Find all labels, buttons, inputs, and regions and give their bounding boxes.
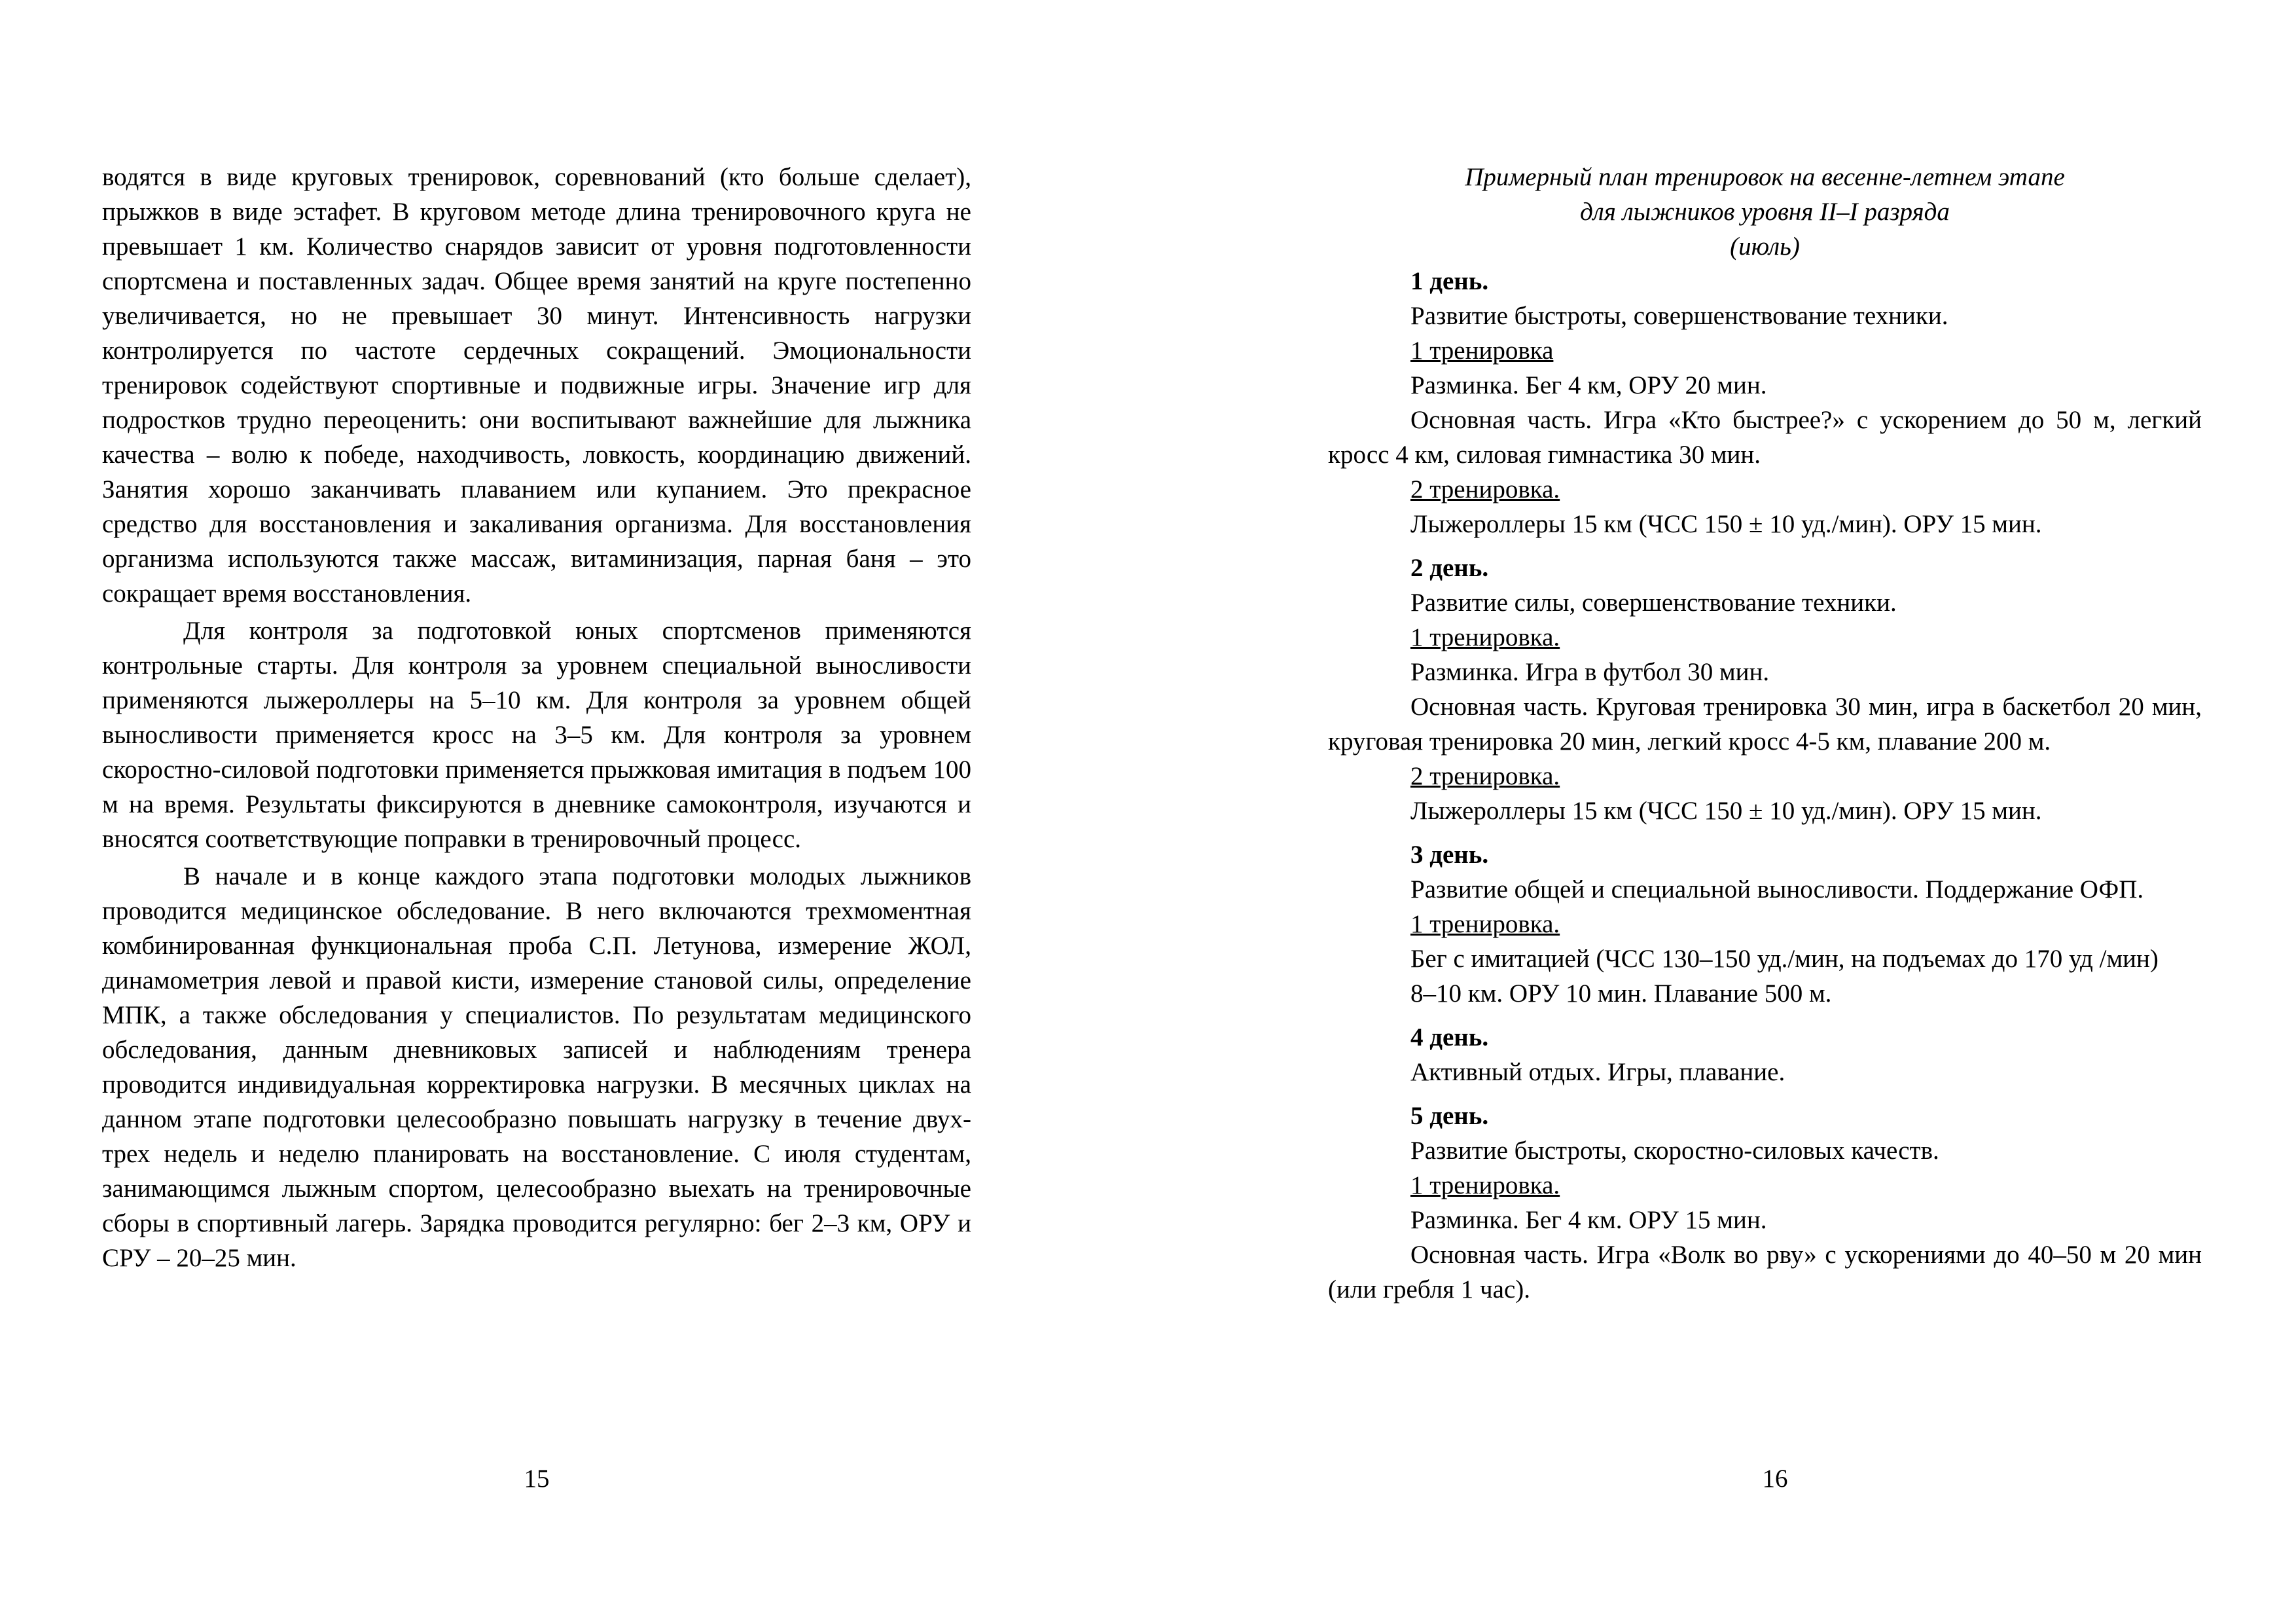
day-block xyxy=(1328,551,2202,828)
session-line: Бег с имитацией (ЧСС 130–150 уд./мин, на подъемах до 170 уд /мин) xyxy=(1410,945,2159,973)
day-heading: 4 день. xyxy=(1410,1023,1489,1051)
day-focus: Развитие быстроты, совершенствование техники. xyxy=(1410,302,1948,330)
day-block xyxy=(1328,1099,2202,1307)
session-line: Основная часть. Круговая тренировка 30 мин, игра в баскетбол 20 мин, круговая тренировка 20 мин, легкий кросс 4-5 км, плавание 200 м. xyxy=(1328,693,2202,756)
training-plan xyxy=(1328,160,2202,1307)
session-line: Разминка. Бег 4 км. ОРУ 15 мин. xyxy=(1410,1206,1767,1234)
session-line: Разминка. Бег 4 км, ОРУ 20 мин. xyxy=(1410,371,1767,399)
day-focus: Активный отдых. Игры, плавание. xyxy=(1410,1058,1785,1086)
day-heading: 2 день. xyxy=(1410,554,1489,582)
plan-title-line: Примерный план тренировок на весенне-летнем этапе xyxy=(1465,163,2065,191)
day-heading: 1 день. xyxy=(1410,267,1489,295)
plan-title-line: (июль) xyxy=(1730,232,1800,261)
plan-title xyxy=(1328,160,2202,264)
plan-title-line: для лыжников уровня II–I разряда xyxy=(1580,198,1950,226)
day-block xyxy=(1328,264,2202,541)
day-focus: Развитие быстроты, скоростно-силовых качеств. xyxy=(1410,1137,1939,1165)
session-label: 1 тренировка. xyxy=(1410,623,1560,651)
session-line: Основная часть. Игра «Кто быстрее?» с ускорением до 50 м, легкий кросс 4 км, силовая гимнастика 30 мин. xyxy=(1328,406,2202,469)
day-block xyxy=(1328,837,2202,1011)
page-number: 15 xyxy=(524,1465,550,1493)
session-line: Лыжероллеры 15 км (ЧСС 150 ± 10 уд./мин). ОРУ 15 мин. xyxy=(1410,510,2042,538)
session-line: Основная часть. Игра «Волк во рву» с ускорениями до 40–50 м 20 мин (или гребля 1 час). xyxy=(1328,1241,2202,1304)
left-page-text xyxy=(102,160,971,1275)
session-label: 1 тренировка xyxy=(1410,337,1554,365)
session-label: 2 тренировка. xyxy=(1410,762,1560,790)
session-line: 8–10 км. ОРУ 10 мин. Плавание 500 м. xyxy=(1410,979,1832,1008)
paragraph: Для контроля за подготовкой юных спортсменов применяются контрольные старты. Для контроля за уровнем специальной выносливости применяются лыжероллеры на 5–10 км. Для контроля за уровнем общей выносливости применяется кросс на 3–5 км. Для контроля за уровнем скоростно-силовой подготовки применяется прыжковая имитация в подъем 100 м на время. Результаты фиксируются в дневнике самоконтроля, изучаются и вносятся соответствующие поправки в тренировочный процесс. xyxy=(102,617,971,853)
session-line: Разминка. Игра в футбол 30 мин. xyxy=(1410,658,1770,686)
day-focus: Развитие силы, совершенствование техники. xyxy=(1410,589,1897,617)
day-heading: 5 день. xyxy=(1410,1102,1489,1130)
page-number: 16 xyxy=(1762,1465,1788,1493)
day-focus: Развитие общей и специальной выносливости. Поддержание ОФП. xyxy=(1410,875,2144,903)
paragraph: водятся в виде круговых тренировок, соревнований (кто больше сделает), прыжков в виде эстафет. В круговом методе длина тренировочного круга не превышает 1 км. Количество снарядов зависит от уровня подготовленности спортсмена и поставленных задач. Общее время занятий на круге постепенно увеличивается, но не превышает 30 минут. Интенсивность нагрузки контролируется по частоте сердечных сокращений. Эмоциональности тренировок содействуют спортивные и подвижные игры. Значение игр для подростков трудно переоценить: они воспитывают важнейшие для лыжника качества – волю к победе, находчивость, ловкость, координацию движений. Занятия хорошо заканчивать плаванием или купанием. Это прекрасное средство для восстановления и закаливания организма. Для восстановления организма используются также массаж, витаминизация, парная баня – это сокращает время восстановления. xyxy=(102,163,971,608)
session-label: 2 тренировка. xyxy=(1410,475,1560,503)
session-line: Лыжероллеры 15 км (ЧСС 150 ± 10 уд./мин). ОРУ 15 мин. xyxy=(1410,797,2042,825)
paragraph: В начале и в конце каждого этапа подготовки молодых лыжников проводится медицинское обследование. В него включаются трехмоментная комбинированная функциональная проба С.П. Летунова, измерение ЖОЛ, динамометрия левой и правой кисти, измерение становой силы, определение МПК, а также обследования у специалистов. По результатам медицинского обследования, данным дневниковых записей и наблюдениям тренера проводится индивидуальная корректировка нагрузки. В месячных циклах на данном этапе подготовки целесообразно повышать нагрузку в течение двух-трех недель и неделю планировать на восстановление. С июля студентам, занимающимся лыжным спортом, целесообразно выехать на тренировочные сборы в спортивный лагерь. Зарядка проводится регулярно: бег 2–3 км, ОРУ и СРУ – 20–25 мин. xyxy=(102,862,971,1272)
day-heading: 3 день. xyxy=(1410,841,1489,869)
right-page xyxy=(1148,0,2296,1623)
session-label: 1 тренировка. xyxy=(1410,1171,1560,1199)
session-label: 1 тренировка. xyxy=(1410,910,1560,938)
day-block xyxy=(1328,1020,2202,1089)
